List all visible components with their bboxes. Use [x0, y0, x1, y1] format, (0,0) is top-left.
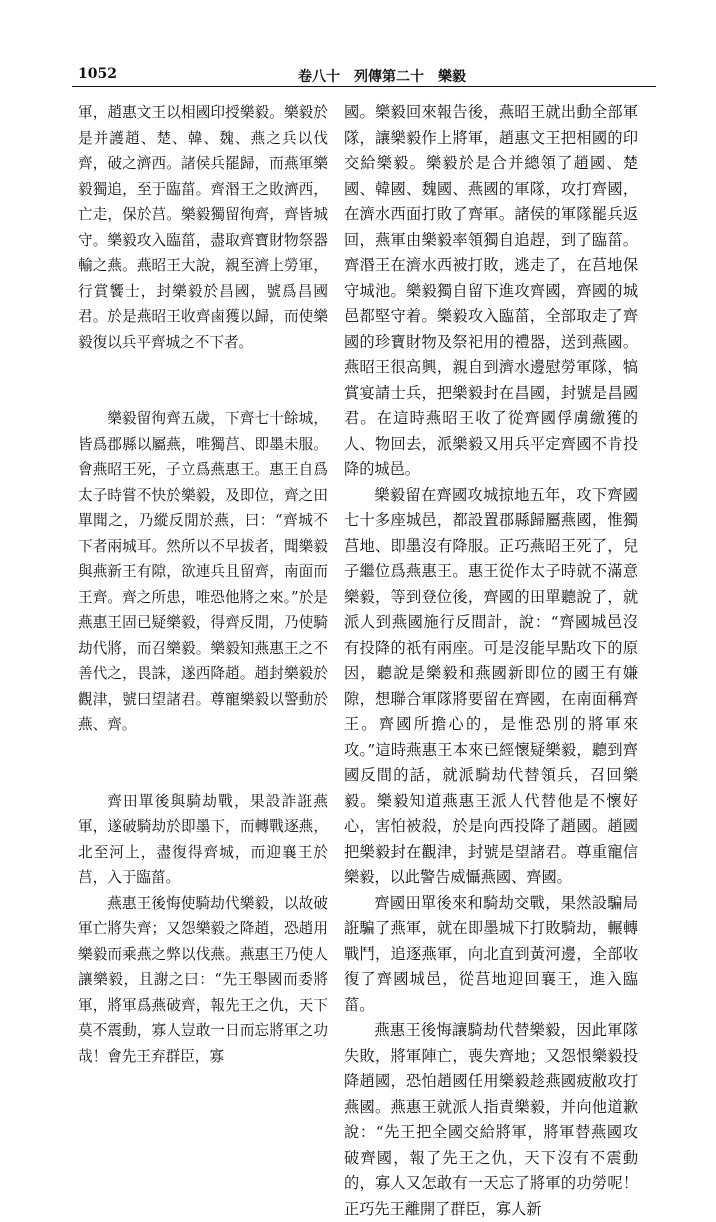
classical-text-column: [78, 100, 328, 1069]
translation-column: [344, 100, 638, 1222]
translation-paragraph-3: 齊國田單後來和騎劫交戰，果然設騙局誑騙了燕軍，就在即墨城下打敗騎劫，輾轉戰鬥，追逐燕軍，向北直到黃河邊，全部收復了齊國城邑，從莒地迎回襄王，進入臨菑。: [344, 893, 638, 1014]
classical-paragraph-1: 軍，趙惠文王以相國印授樂毅。樂毅於是并護趙、楚、韓、魏、燕之兵以伐齊，破之濟西。諸侯兵罷歸，而燕軍樂毅獨追，至于臨菑。齊湣王之敗濟西，亡走，保於莒。樂毅獨留徇齊，齊皆城守。樂毅攻入臨菑，盡取齊寶財物祭器輸之燕。燕昭王大說，親至濟上勞軍，行賞饗士，封樂毅於昌國，號爲昌國君。於是燕昭王收齊鹵獲以歸，而使樂毅復以兵平齊城之不下者。: [78, 104, 328, 351]
running-title: 卷八十 列傳第二十 樂毅: [298, 69, 466, 85]
translation-paragraph-4: 燕惠王後悔讓騎劫代替樂毅，因此軍隊失敗，將軍陣亡，喪失齊地；又怨恨樂毅投降趙國，恐怕趙國任用樂毅趁燕國疲敝攻打燕國。燕惠王就派人指責樂毅，并向他道歉說：“先王把全國交給將軍，將軍替燕國攻破齊國，報了先王之仇，天下沒有不震動的，寡人又怎敢有一天忘了將軍的功勞呢！正巧先王離開了群臣，寡人新: [344, 1021, 638, 1218]
translation-paragraph-1: 國。樂毅回來報告後，燕昭王就出動全部軍隊，讓樂毅作上將軍，趙惠文王把相國的印交給樂毅。樂毅於是合并總領了趙國、楚國、韓國、魏國、燕國的軍隊，攻打齊國，在濟水西面打敗了齊軍。諸侯的軍隊罷兵返回，燕軍由樂毅率領獨自追趕，到了臨菑。齊湣王在濟水西被打敗，逃走了，在莒地保守城池。樂毅獨自留下進攻齊國，齊國的城邑都堅守着。樂毅攻入臨菑，全部取走了齊國的珍寶財物及祭祀用的禮器，送到燕國。燕昭王很高興，親自到濟水邊慰勞軍隊，犒賞宴請士兵，把樂毅封在昌國，封號是昌國君。在這時燕昭王收了從齊國俘虜繳獲的人、物回去，派樂毅又用兵平定齊國不肯投降的城邑。: [344, 103, 638, 478]
classical-paragraph-2: 樂毅留徇齊五歲，下齊七十餘城，皆爲郡縣以屬燕，唯獨莒、即墨未服。會燕昭王死，子立爲燕惠王。惠王自爲太子時嘗不快於樂毅，及即位，齊之田單聞之，乃縱反閒於燕，曰：“齊城不下者兩城耳。然所以不早拔者，聞樂毅與燕新王有隙，欲連兵且留齊，南面而王齊。齊之所患，唯恐他將之來。”於是燕惠王固已疑樂毅，得齊反閒，乃使騎劫代將，而召樂毅。樂毅知燕惠王之不善代之，畏誅，遂西降趙。趙封樂毅於觀津，號曰望諸君。尊寵樂毅以警動於燕、齊。: [78, 410, 328, 733]
classical-paragraph-4: 燕惠王後悔使騎劫代樂毅，以故破軍亡將失齊；又怨樂毅之降趙，恐趙用樂毅而乘燕之弊以伐燕。燕惠王乃使人讓樂毅，且謝之曰：“先王舉國而委將軍，將軍爲燕破齊，報先王之仇，天下莫不震動，寡人豈敢一日而忘將軍之功哉！會先王弃群臣，寡: [78, 894, 328, 1065]
page-header: [72, 64, 656, 87]
classical-paragraph-3: 齊田單後與騎劫戰，果設詐誑燕軍，遂破騎劫於即墨下，而轉戰逐燕，北至河上，盡復得齊城，而迎襄王於莒，入于臨菑。: [78, 792, 328, 886]
translation-paragraph-2: 樂毅留在齊國攻城掠地五年，攻下齊國七十多座城邑，都設置郡縣歸屬燕國，惟獨莒地、即墨沒有降服。正巧燕昭王死了，兒子繼位爲燕惠王。惠王從作太子時就不滿意樂毅，等到登位後，齊國的田單聽說了，就派人到燕國施行反間計，說：“齊國城邑沒有投降的祇有兩座。可是沒能早點攻下的原因，聽說是樂毅和燕國新即位的國王有嫌隙，想聯合軍隊將要留在齊國，在南面稱齊王。齊國所擔心的，是惟恐別的將軍來攻。”這時燕惠王本來已經懷疑樂毅，聽到齊國反間的話，就派騎劫代替領兵，召回樂毅。樂毅知道燕惠王派人代替他是不懷好心，害怕被殺，於是向西投降了趙國。趙國把樂毅封在觀津，封號是望諸君。尊重寵信樂毅，以此警告威懾燕國、齊國。: [344, 485, 638, 886]
page-number: 1052: [78, 66, 117, 82]
